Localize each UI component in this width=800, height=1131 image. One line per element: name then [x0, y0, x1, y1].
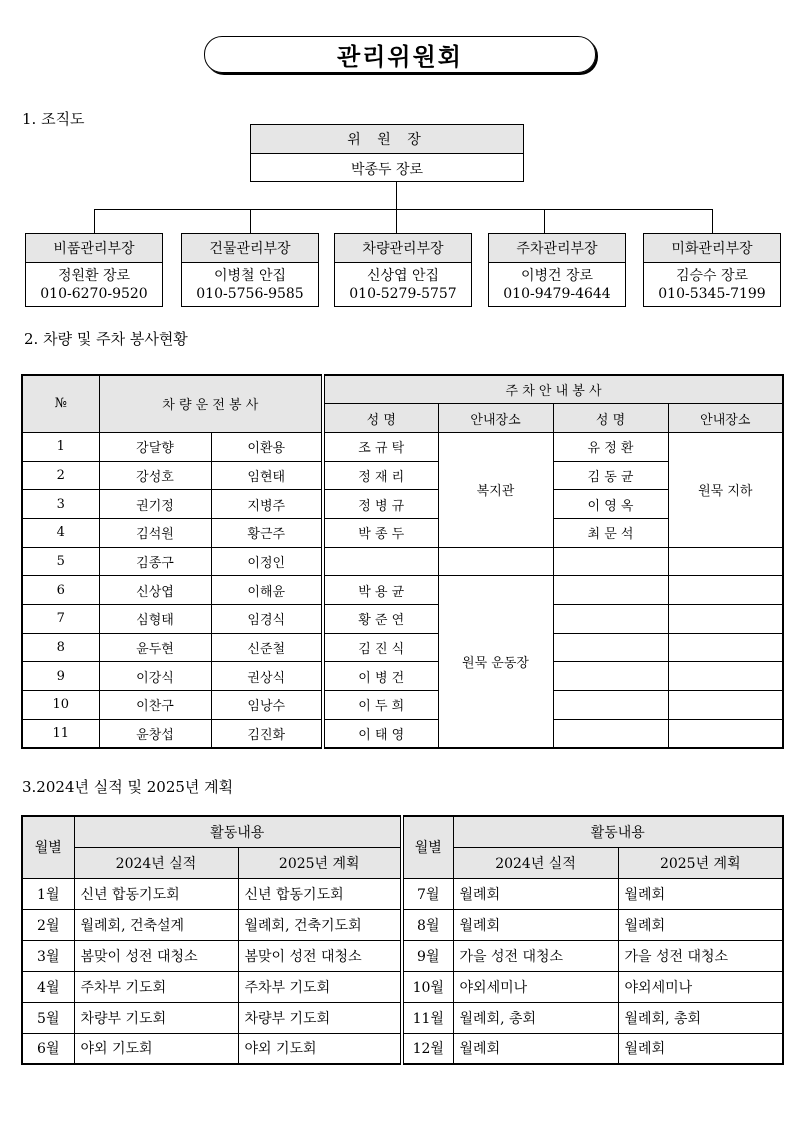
driver-name: 김진화: [211, 719, 323, 748]
month-cell: 4월: [22, 971, 74, 1002]
activity-2024: 가을 성전 대청소: [453, 940, 618, 971]
chair-name: 박종두 장로: [350, 161, 424, 178]
activity-2024: 봄맞이 성전 대청소: [74, 940, 238, 971]
dept-manager-phone: 010-5756-9585: [196, 286, 304, 302]
parking-volunteer-name: [323, 547, 438, 576]
header-month: 월별: [22, 816, 74, 878]
driver-name: 김종구: [99, 547, 211, 576]
parking-volunteer-name: [553, 662, 668, 691]
org-connector-drop: [250, 209, 251, 233]
service-table: [21, 374, 784, 749]
dept-manager-name: 이병철 안집: [213, 268, 287, 284]
table-row: [22, 432, 783, 461]
header-name: 성 명: [553, 404, 668, 433]
activity-2024: 야외 기도회: [74, 1033, 238, 1064]
dept-title: 차량관리부장: [335, 234, 471, 263]
header-2025-plan: 2025년 계획: [238, 847, 402, 878]
header-2025-plan: 2025년 계획: [618, 847, 783, 878]
parking-volunteer-name: [553, 547, 668, 576]
activity-2024: 주차부 기도회: [74, 971, 238, 1002]
table-row: [22, 1033, 783, 1064]
activity-2025: 월례회: [618, 878, 783, 909]
parking-place-empty: [668, 691, 783, 720]
dept-manager-name: 이병건 장로: [520, 268, 594, 284]
driver-name: 이찬구: [99, 691, 211, 720]
header-activity: 활동내용: [74, 816, 402, 847]
parking-volunteer-name: 정 병 규: [323, 490, 438, 519]
activity-2024: 신년 합동기도회: [74, 878, 238, 909]
parking-volunteer-name: 유 정 환: [553, 432, 668, 461]
driver-name: 임경식: [211, 605, 323, 634]
dept-manager-phone: 010-6270-9520: [40, 286, 148, 302]
chair-role: 위 원 장: [251, 125, 523, 154]
org-connector-drop: [712, 209, 713, 233]
parking-place: 원묵 지하: [668, 432, 783, 547]
header-month: 월별: [402, 816, 453, 878]
table-row: [22, 633, 783, 662]
table-row: [22, 662, 783, 691]
parking-volunteer-name: [553, 633, 668, 662]
row-number: 9: [22, 662, 99, 691]
table-row: [22, 605, 783, 634]
dept-title: 건물관리부장: [182, 234, 318, 263]
activity-2024: 야외세미나: [453, 971, 618, 1002]
parking-place: 복지관: [438, 432, 553, 547]
dept-manager-phone: 010-5279-5757: [349, 286, 457, 302]
parking-volunteer-name: 이 병 건: [323, 662, 438, 691]
driver-name: 황근주: [211, 518, 323, 547]
dept-box-parking: [488, 233, 626, 307]
driver-name: 이정인: [211, 547, 323, 576]
dept-title: 미화관리부장: [644, 234, 780, 263]
driver-name: 신상엽: [99, 576, 211, 605]
table-row: [22, 576, 783, 605]
org-connector-drop: [94, 209, 95, 233]
parking-volunteer-name: 이 영 옥: [553, 490, 668, 519]
driver-name: 이환용: [211, 432, 323, 461]
dept-manager-phone: 010-9479-4644: [503, 286, 611, 302]
table-row: [22, 691, 783, 720]
dept-manager-name: 김승수 장로: [675, 268, 749, 284]
activity-2025: 가을 성전 대청소: [618, 940, 783, 971]
activity-2025: 신년 합동기도회: [238, 878, 402, 909]
dept-title: 주차관리부장: [489, 234, 625, 263]
org-connector-horizontal: [94, 209, 713, 210]
page-title-box: [204, 36, 596, 73]
parking-volunteer-name: [553, 691, 668, 720]
driver-name: 강달향: [99, 432, 211, 461]
parking-place-empty: [438, 547, 553, 576]
month-cell: 2월: [22, 909, 74, 940]
month-cell: 8월: [402, 909, 453, 940]
header-2024-results: 2024년 실적: [74, 847, 238, 878]
table-row: [22, 878, 783, 909]
month-cell: 7월: [402, 878, 453, 909]
table-row: [22, 909, 783, 940]
parking-place-empty: [668, 719, 783, 748]
dept-manager-name: 정원환 장로: [57, 268, 131, 284]
table-row: [22, 719, 783, 748]
activity-2025: 야외세미나: [618, 971, 783, 1002]
driver-name: 권상식: [211, 662, 323, 691]
header-driving-service: 차 량 운 전 봉 사: [99, 375, 323, 432]
row-number: 8: [22, 633, 99, 662]
table-row: [22, 547, 783, 576]
driver-name: 지병주: [211, 490, 323, 519]
driver-name: 윤창섭: [99, 719, 211, 748]
header-no: №: [22, 375, 99, 432]
parking-place-empty: [668, 662, 783, 691]
parking-place-empty: [668, 633, 783, 662]
activity-2024: 월례회: [453, 909, 618, 940]
row-number: 7: [22, 605, 99, 634]
parking-place-empty: [668, 547, 783, 576]
row-number: 2: [22, 461, 99, 490]
driver-name: 신준철: [211, 633, 323, 662]
month-cell: 9월: [402, 940, 453, 971]
dept-box-supplies: [25, 233, 163, 307]
parking-volunteer-name: 최 문 석: [553, 518, 668, 547]
activity-2025: 월례회: [618, 1033, 783, 1064]
driver-name: 권기정: [99, 490, 211, 519]
driver-name: 심형태: [99, 605, 211, 634]
org-connector-drop: [544, 209, 545, 233]
parking-place: 원묵 운동장: [438, 576, 553, 748]
parking-volunteer-name: 이 태 영: [323, 719, 438, 748]
table-row: [22, 940, 783, 971]
driver-name: 김석원: [99, 518, 211, 547]
month-cell: 10월: [402, 971, 453, 1002]
driver-name: 윤두현: [99, 633, 211, 662]
activity-2025: 월례회: [618, 909, 783, 940]
row-number: 11: [22, 719, 99, 748]
row-number: 1: [22, 432, 99, 461]
org-connector-vertical: [396, 182, 397, 209]
parking-volunteer-name: 조 규 탁: [323, 432, 438, 461]
activity-2024: 월례회: [453, 1033, 618, 1064]
month-cell: 12월: [402, 1033, 453, 1064]
row-number: 5: [22, 547, 99, 576]
header-place: 안내장소: [668, 404, 783, 433]
header-name: 성 명: [323, 404, 438, 433]
dept-box-cleaning: [643, 233, 781, 307]
parking-volunteer-name: 김 동 균: [553, 461, 668, 490]
month-cell: 11월: [402, 1002, 453, 1033]
month-cell: 5월: [22, 1002, 74, 1033]
header-activity: 활동내용: [453, 816, 783, 847]
parking-volunteer-name: 박 종 두: [323, 518, 438, 547]
plan-table: [21, 815, 784, 1065]
month-cell: 6월: [22, 1033, 74, 1064]
parking-volunteer-name: 황 준 연: [323, 605, 438, 634]
activity-2025: 차량부 기도회: [238, 1002, 402, 1033]
parking-volunteer-name: 김 진 식: [323, 633, 438, 662]
parking-place-empty: [668, 576, 783, 605]
dept-manager-name: 신상엽 안집: [366, 268, 440, 284]
parking-volunteer-name: [553, 605, 668, 634]
org-connector-drop: [396, 209, 397, 233]
org-chair-box: [250, 124, 524, 182]
row-number: 10: [22, 691, 99, 720]
page-title: 관리위원회: [337, 42, 463, 71]
section3-heading: 3.2024년 실적 및 2025년 계획: [22, 778, 234, 796]
driver-name: 이강식: [99, 662, 211, 691]
header-2024-results: 2024년 실적: [453, 847, 618, 878]
header-place: 안내장소: [438, 404, 553, 433]
activity-2025: 주차부 기도회: [238, 971, 402, 1002]
dept-box-building: [181, 233, 319, 307]
month-cell: 1월: [22, 878, 74, 909]
parking-volunteer-name: 이 두 희: [323, 691, 438, 720]
section2-heading: 2. 차량 및 주차 봉사현황: [24, 330, 188, 348]
activity-2024: 월례회, 총회: [453, 1002, 618, 1033]
activity-2025: 야외 기도회: [238, 1033, 402, 1064]
row-number: 4: [22, 518, 99, 547]
dept-manager-phone: 010-5345-7199: [658, 286, 766, 302]
driver-name: 임낭수: [211, 691, 323, 720]
activity-2024: 차량부 기도회: [74, 1002, 238, 1033]
row-number: 3: [22, 490, 99, 519]
activity-2024: 월례회: [453, 878, 618, 909]
section1-heading: 1. 조직도: [22, 110, 85, 128]
activity-2025: 월례회, 건축기도회: [238, 909, 402, 940]
parking-volunteer-name: 정 재 리: [323, 461, 438, 490]
driver-name: 이해윤: [211, 576, 323, 605]
table-row: [22, 1002, 783, 1033]
dept-box-vehicle: [334, 233, 472, 307]
activity-2025: 월례회, 총회: [618, 1002, 783, 1033]
activity-2025: 봄맞이 성전 대청소: [238, 940, 402, 971]
driver-name: 임현태: [211, 461, 323, 490]
table-row: [22, 971, 783, 1002]
parking-volunteer-name: 박 용 균: [323, 576, 438, 605]
row-number: 6: [22, 576, 99, 605]
parking-volunteer-name: [553, 719, 668, 748]
header-parking-service: 주 차 안 내 봉 사: [323, 375, 783, 404]
parking-place-empty: [668, 605, 783, 634]
activity-2024: 월례회, 건축설계: [74, 909, 238, 940]
parking-volunteer-name: [553, 576, 668, 605]
driver-name: 강성호: [99, 461, 211, 490]
month-cell: 3월: [22, 940, 74, 971]
dept-title: 비품관리부장: [26, 234, 162, 263]
